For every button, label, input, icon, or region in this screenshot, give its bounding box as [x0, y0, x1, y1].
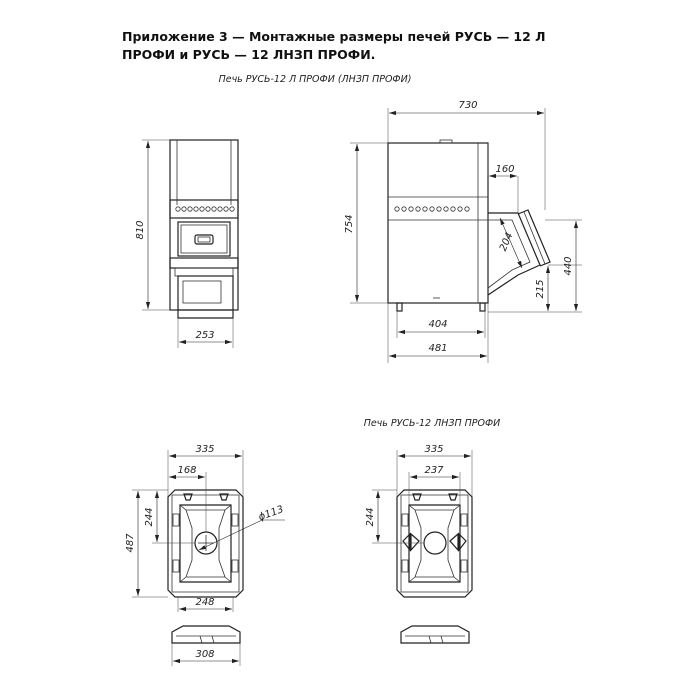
- base-plate-left: [172, 626, 240, 643]
- front-view: [170, 140, 238, 318]
- title-line-2: ПРОФИ и РУСЬ — 12 ЛНЗП ПРОФИ.: [122, 47, 376, 62]
- front-dims: [135, 140, 233, 348]
- side-view: [388, 140, 550, 311]
- dim-side-base-width: 404: [428, 319, 448, 330]
- chimney-hole-right: [424, 532, 446, 554]
- dim-top-left-base-width: 308: [195, 649, 215, 660]
- dim-top-right-inner-width: 237: [424, 465, 444, 476]
- dim-side-pipe-top: 440: [563, 256, 574, 276]
- caption-top: Печь РУСЬ-12 Л ПРОФИ (ЛНЗП ПРОФИ): [218, 74, 412, 85]
- dim-top-left-inner-height: 244: [144, 507, 155, 527]
- dim-front-height: 810: [135, 220, 146, 240]
- top-view-right: [397, 490, 472, 597]
- dim-top-left-depth: 487: [125, 533, 136, 553]
- dim-side-pipe-bottom: 215: [535, 279, 546, 299]
- dim-side-total-width: 730: [458, 100, 478, 111]
- dim-top-left-inner-width: 168: [177, 465, 197, 476]
- dim-top-right-inner-height: 244: [365, 507, 376, 527]
- base-plate-right: [401, 626, 469, 643]
- dim-top-left-diameter: ϕ113: [257, 504, 286, 524]
- dim-side-pipe-size: 204: [497, 231, 516, 253]
- dim-side-height: 754: [344, 214, 355, 234]
- dim-top-left-width: 335: [195, 444, 215, 455]
- dim-side-body-width: 481: [428, 343, 448, 354]
- dim-top-right-width: 335: [424, 444, 444, 455]
- title-line-1: Приложение 3 — Монтажные размеры печей РУСЬ — 12 Л: [122, 29, 546, 44]
- top-left-dims: [125, 444, 285, 666]
- decor-rivets-front: [176, 207, 234, 211]
- dim-top-left-bottom-width: 248: [195, 597, 215, 608]
- side-dims: [344, 100, 582, 363]
- dim-front-width: 253: [195, 330, 215, 341]
- decor-rivets-side: [395, 207, 469, 211]
- dim-side-pipe-offset: 160: [495, 164, 515, 175]
- caption-bottom-right: Печь РУСЬ-12 ЛНЗП ПРОФИ: [363, 418, 501, 429]
- top-view-left: [168, 490, 243, 597]
